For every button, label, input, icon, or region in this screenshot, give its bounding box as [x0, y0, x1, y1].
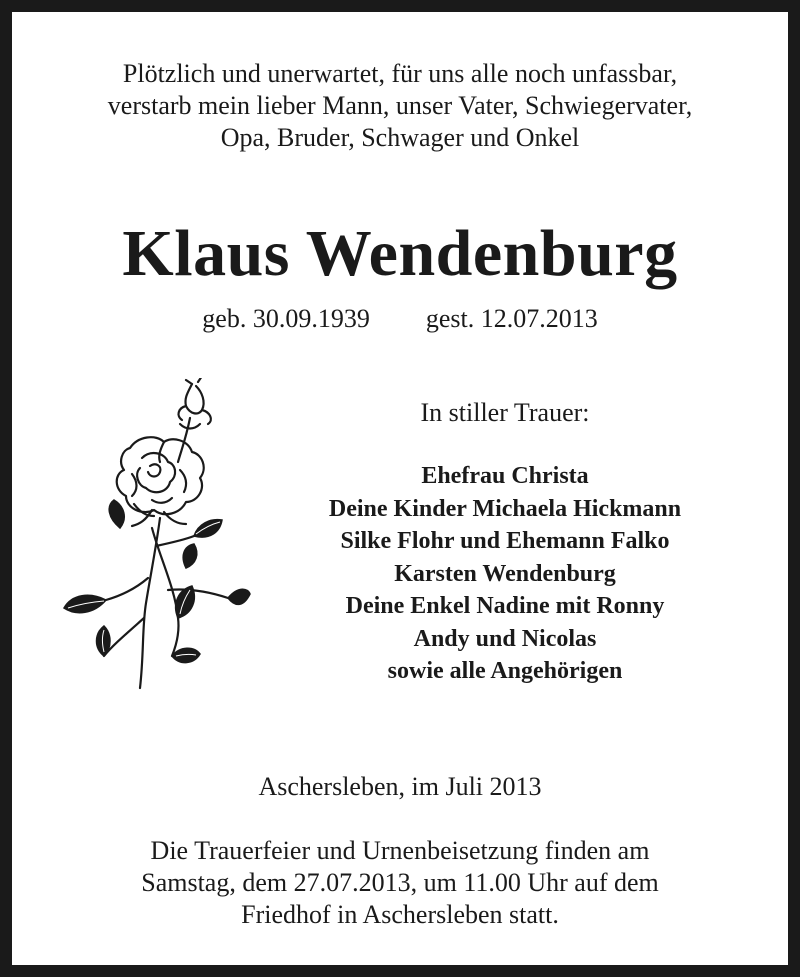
life-dates — [12, 302, 788, 336]
birth-date: geb. 30.09.1939 — [202, 304, 370, 333]
funeral-line: Die Trauerfeier und Urnenbeisetzung finden am — [150, 836, 650, 865]
intro-line: Opa, Bruder, Schwager und Onkel — [220, 123, 580, 152]
mourner-line: Andy und Nicolas — [413, 625, 597, 652]
place-date: Aschersleben, im Juli 2013 — [258, 772, 542, 801]
funeral-line: Samstag, dem 27.07.2013, um 11.00 Uhr auf dem — [141, 868, 659, 897]
death-date: gest. 12.07.2013 — [425, 304, 598, 333]
funeral-notice — [12, 835, 788, 931]
mourner-line: Deine Kinder Michaela Hickmann — [328, 495, 682, 522]
intro-line: verstarb mein lieber Mann, unser Vater, Schwiegervater, — [107, 91, 693, 120]
deceased-name: Klaus Wendenburg — [122, 217, 678, 290]
mourner-line: Ehefrau Christa — [421, 463, 589, 489]
mourner-line: Deine Enkel Nadine mit Ronny — [345, 593, 665, 619]
funeral-line: Friedhof in Aschersleben statt. — [241, 900, 559, 929]
intro-line: Plötzlich und unerwartet, für uns alle noch unfassbar, — [122, 59, 678, 88]
mourner-line: sowie alle Angehörigen — [387, 658, 623, 684]
mourner-line: Karsten Wendenburg — [394, 560, 616, 587]
mourner-list — [290, 460, 720, 688]
intro-text — [12, 58, 788, 154]
mourning-title: In stiller Trauer: — [420, 398, 590, 427]
rose-icon — [60, 378, 252, 696]
mourner-line: Silke Flohr und Ehemann Falko — [340, 528, 670, 554]
